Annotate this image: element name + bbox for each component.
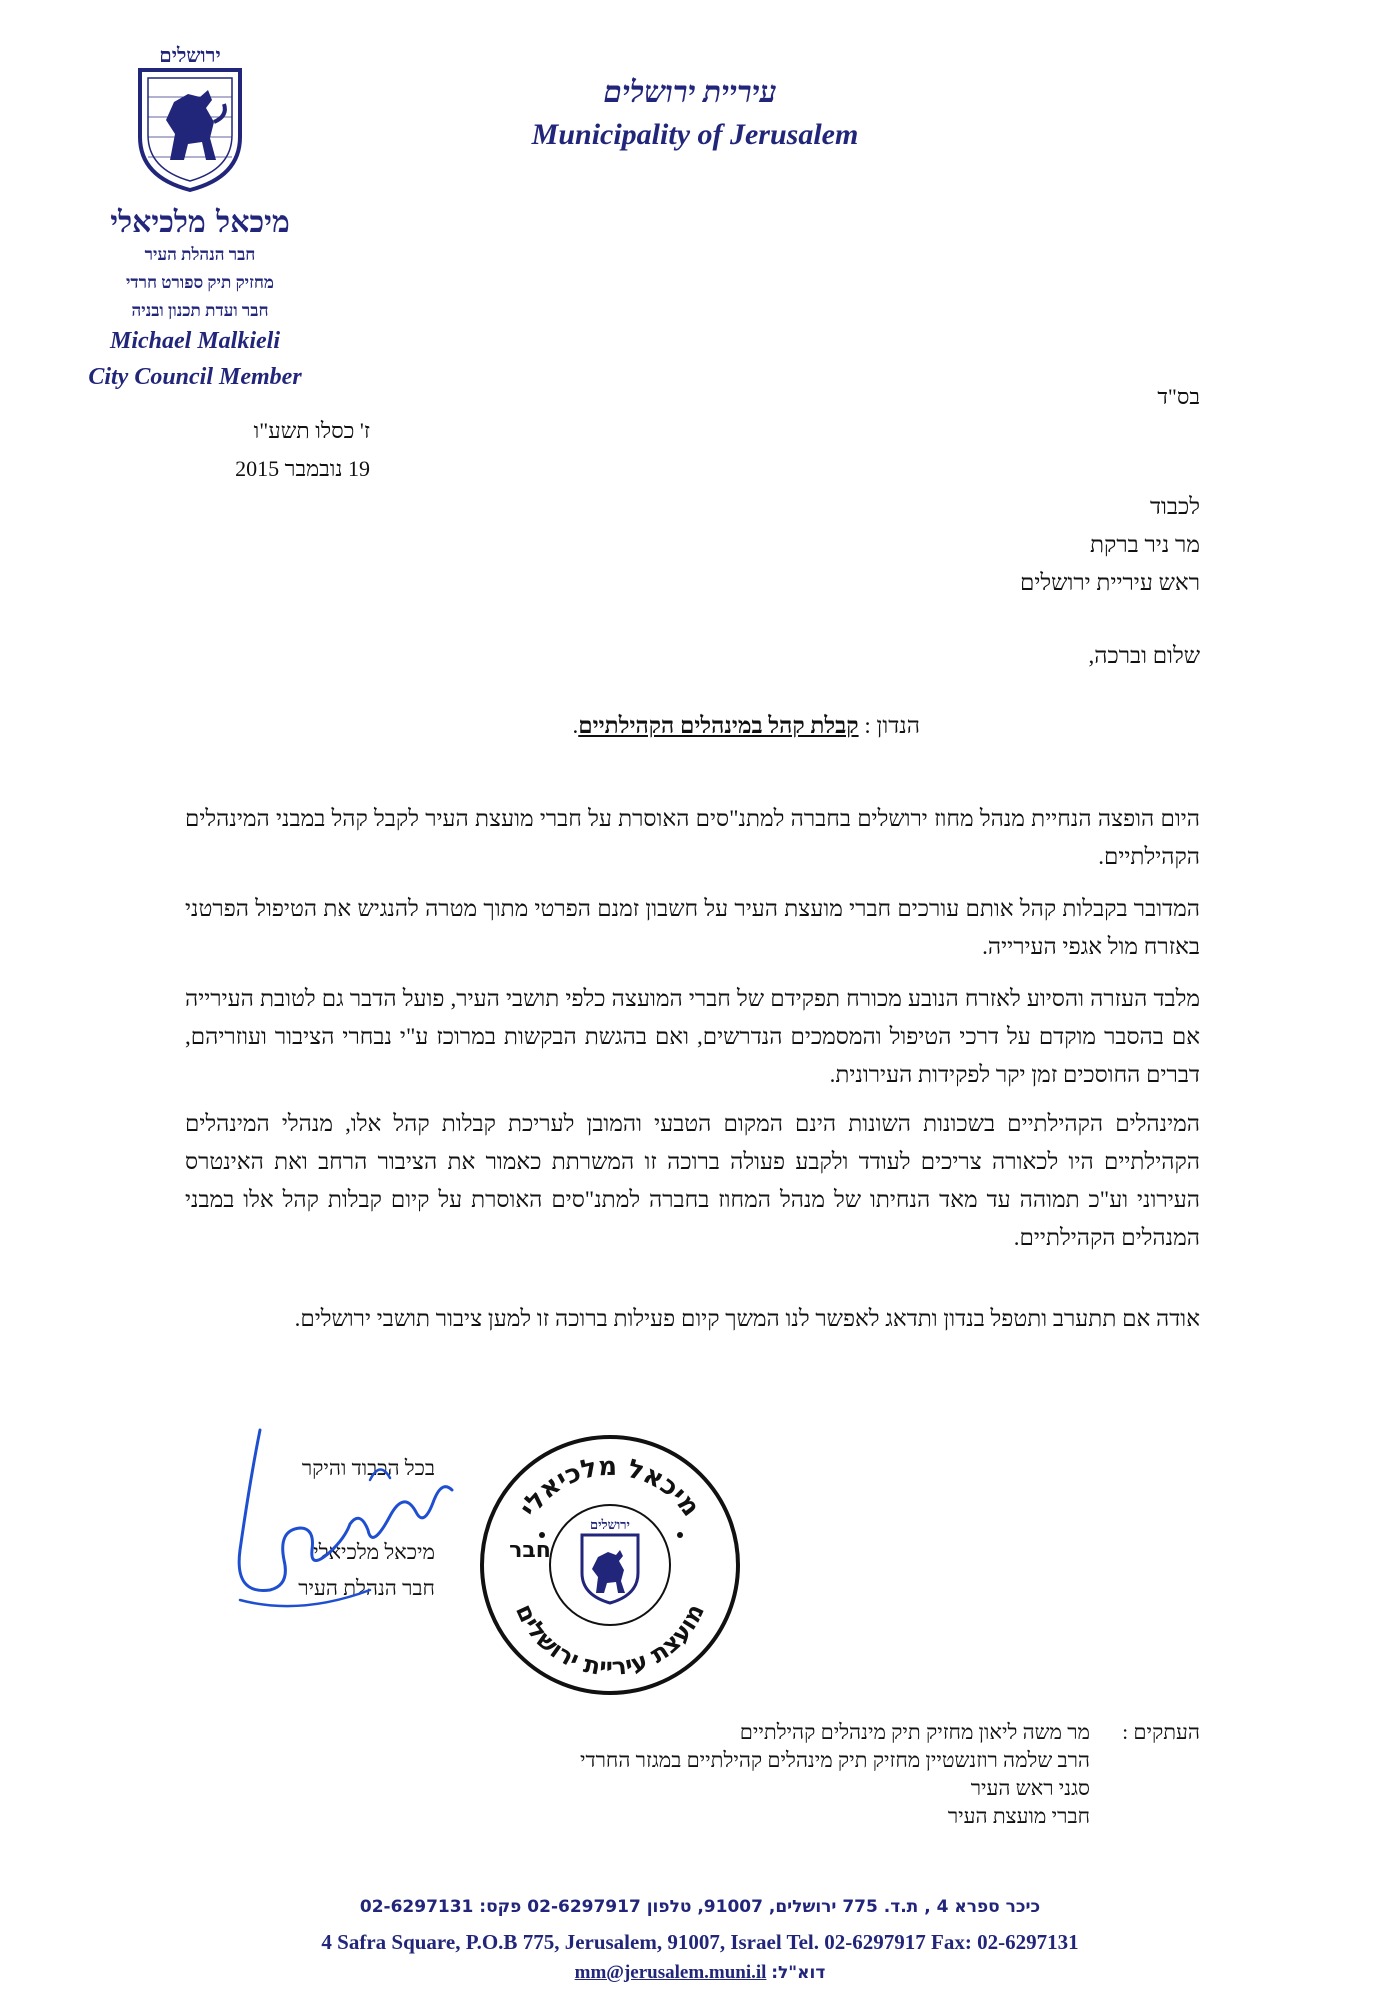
- footer-email-link[interactable]: mm@jerusalem.muni.il: [574, 1962, 767, 1983]
- municipality-title-hebrew: עיריית ירושלים: [603, 76, 777, 109]
- closing-phrase: בכל הכבוד והיקר: [301, 1456, 435, 1480]
- hebrew-date: ז' כסלו תשע"ו: [253, 418, 370, 443]
- subject-end: .: [572, 713, 579, 738]
- bsd-mark: בס"ד: [1157, 384, 1200, 409]
- footer-email-line: [150, 1962, 1250, 1984]
- body-paragraph-1: היום הופצה הנחיית מנהל מחוז ירושלים בחברה למתנ"סים האוסרת על חברי מועצת העיר לקבל קהל במבני המינהלים הקהילתיים.: [185, 806, 1200, 869]
- subject-line: [380, 713, 920, 739]
- body-paragraph-5: אודה אם תתערב ותטפל בנדון ותדאג לאפשר לנו המשך קיום פעילות ברוכה זו למען ציבור תושבי ירושלים.: [294, 1306, 1200, 1331]
- recipient-label: לכבוד: [1149, 494, 1200, 519]
- greeting: שלום וברכה,: [1088, 643, 1200, 668]
- body-paragraph-2: המדובר בקבלות קהל אותם עורכים חברי מועצת העיר על חשבון זמנם הפרטי מתוך מטרה להנגיש את הטיפול הפרטני באזרח מול אגפי העירייה.: [185, 896, 1200, 959]
- body-paragraph-4: המינהלים הקהילתיים בשכונות השונות הינם המקום הטבעי והמובן לעריכת קבלות קהל אלו, מנהלי המינהלים הקהילתיים היו לכאורה צריכים לעודד ולקבע פעולה ברוכה זו המשרתת כאמור את הציבור הרחב ואת האינטרס העירוני וע"כ תמוהה עד מאד הנחיתו של מנהל המחוז בחברה למתנ"סים האוסרת על קיום קבלות קהל אלו במבני המנהלים הקהילתיים.: [185, 1111, 1200, 1250]
- official-stamp: [470, 1425, 750, 1705]
- sender-role-2: מחזיק תיק ספורט חרדי: [125, 273, 275, 292]
- cc-item: חברי מועצת העיר: [947, 1804, 1090, 1828]
- footer-email-label: דוא"ל:: [771, 1963, 826, 1983]
- handwritten-signature: [220, 1420, 480, 1630]
- signature-title: חבר הנהלת העיר: [298, 1576, 435, 1600]
- subject-label: הנדון :: [864, 713, 920, 738]
- stamp-text-bottom: מועצת עיריית ירושלים: [510, 1599, 710, 1682]
- gregorian-date: 19 נובמבר 2015: [235, 456, 370, 481]
- stamp-text-left: חבר: [509, 1538, 551, 1563]
- sender-role-3: חבר ועדת תכנון ובניה: [131, 301, 269, 320]
- municipality-title-english: Municipality of Jerusalem: [531, 118, 859, 151]
- footer-address-hebrew: כיכר ספרא 4 , ת.ד. 775 ירושלים, 91007, טלפון 02-6297917 פקס: 02-6297131: [359, 1897, 1041, 1917]
- subject-text: קבלת קהל במינהלים הקהילתיים: [578, 713, 859, 738]
- svg-text:מועצת עיריית ירושלים: [510, 1600, 710, 1681]
- cc-item: סגני ראש העיר: [970, 1776, 1090, 1800]
- recipient-name: מר ניר ברקת: [1090, 532, 1200, 557]
- body-paragraph-3: מלבד העזרה והסיוע לאזרח הנובע מכורח תפקידם של חברי המועצה כלפי תושבי העיר, פועל הדבר גם לטובת העירייה אם בהסבר מוקדם על דרכי הטיפול והמסמכים הנדרשים, ואם בהגשת הבקשות במרוכז ע"י נבחרי הציבור ועוזריהם, דברים החוסכים זמן יקר לפקידות העירונית.: [185, 986, 1200, 1087]
- stamp-emblem-text: ירושלים: [590, 1518, 630, 1533]
- sender-name-english: Michael Malkieli: [110, 328, 280, 354]
- cc-item: הרב שלמה רוזנשטיין מחזיק תיק מינהלים קהילתיים במגזר החרדי: [579, 1748, 1090, 1772]
- cc-label: העתקים :: [1122, 1720, 1200, 1744]
- signature-name: מיכאל מלכיאלי: [313, 1540, 435, 1564]
- emblem-text: ירושלים: [159, 43, 221, 67]
- stamp-text-top: מיכאל מלכיאלי: [513, 1451, 706, 1523]
- sender-name-hebrew: מיכאל מלכיאלי: [110, 205, 290, 240]
- svg-text:מיכאל מלכיאלי: [514, 1452, 706, 1522]
- cc-item: מר משה ליאון מחזיק תיק מינהלים קהילתיים: [739, 1720, 1090, 1744]
- jerusalem-emblem-logo: [130, 42, 250, 192]
- sender-title-english: City Council Member: [88, 364, 302, 390]
- footer-address-english: 4 Safra Square, P.O.B 775, Jerusalem, 91007, Israel Tel. 02-6297917 Fax: 02-6297131: [321, 1930, 1079, 1954]
- recipient-title: ראש עיריית ירושלים: [1020, 570, 1200, 595]
- sender-role-1: חבר הנהלת העיר: [144, 245, 256, 264]
